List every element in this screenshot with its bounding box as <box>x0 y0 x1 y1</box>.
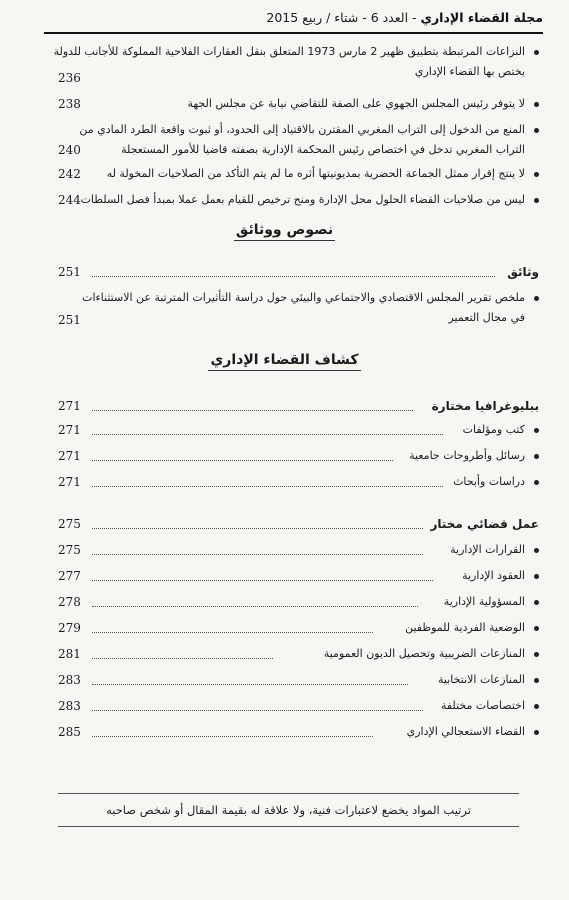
bullet-icon <box>534 102 539 107</box>
group-heading-bibliography: ببليوغرافيا مختارة <box>431 399 539 413</box>
toc-entry[interactable] <box>53 42 543 85</box>
entry-text: لا ينتج إقرار ممثل الجماعة الحضرية بمديونيتها أثره ما لم يتم التأكد من الصلاحيات المخولة له <box>106 167 525 180</box>
page-number: 242 <box>58 167 81 181</box>
bullet-icon <box>534 730 539 735</box>
bullet-icon <box>534 574 539 579</box>
toc-item[interactable] <box>58 592 543 612</box>
toc-entry[interactable] <box>58 164 543 184</box>
item-label: رسائل وأطروحات جامعية <box>409 449 525 462</box>
dot-leader <box>92 606 418 607</box>
bullet-icon <box>534 428 539 433</box>
dot-leader <box>92 486 443 487</box>
dot-leader <box>92 554 423 555</box>
page-number: 271 <box>58 423 81 437</box>
header-rule <box>44 32 543 34</box>
toc-group-heading[interactable] <box>58 396 543 416</box>
page-number: 271 <box>58 399 81 413</box>
entry-text-line2: يختص بها القضاء الإداري <box>414 65 525 78</box>
item-label: الوضعية الفردية للموظفين <box>405 621 525 634</box>
page-number: 285 <box>58 725 81 739</box>
dot-leader <box>92 658 273 659</box>
toc-entry[interactable] <box>58 120 543 160</box>
item-label: دراسات وأبحاث <box>453 475 525 488</box>
page-number: 275 <box>58 543 81 557</box>
dot-leader <box>92 632 373 633</box>
page-number: 238 <box>58 97 81 111</box>
item-label: المنازعات الانتخابية <box>438 673 525 686</box>
entry-text: لا يتوفر رئيس المجلس الجهوي على الصفة للتقاضي نيابة عن مجلس الجهة <box>187 97 525 110</box>
bullet-icon <box>534 626 539 631</box>
page-number: 281 <box>58 647 81 661</box>
item-label: القضاء الاستعجالي الإداري <box>406 725 525 738</box>
entry-text-line2: التراب المغربي تدخل في اختصاص رئيس المحكمة الإدارية بصفته قاضيا للأمور المستعجلة <box>121 143 525 156</box>
page-number: 271 <box>58 449 81 463</box>
bullet-icon <box>534 548 539 553</box>
bullet-icon <box>534 480 539 485</box>
section-title-index: كشاف القضاء الإداري <box>0 352 569 368</box>
item-label: كتب ومؤلفات <box>462 423 525 436</box>
toc-item[interactable] <box>58 566 543 586</box>
page-number: 283 <box>58 699 81 713</box>
page-number: 271 <box>58 475 81 489</box>
page-number: 244 <box>58 193 81 207</box>
footer-note: ترتيب المواد يخضع لاعتبارات فنية، ولا علاقة له بقيمة المقال أو شخص صاحبه <box>58 793 519 827</box>
dot-leader <box>92 580 433 581</box>
item-label: اختصاصات مختلفة <box>440 699 525 712</box>
dot-leader <box>92 460 393 461</box>
issue-info: - العدد 6 - شتاء / ربيع 2015 <box>266 10 417 25</box>
dot-leader <box>92 684 408 685</box>
bullet-icon <box>534 454 539 459</box>
bullet-icon <box>534 198 539 203</box>
entry-text-line1: ملخص تقرير المجلس الاقتصادي والاجتماعي والبيئي حول دراسة التأثيرات المترتبة عن الاستثناءات <box>82 291 525 304</box>
section-title-texts: نصوص ووثائق <box>0 222 569 238</box>
page-number: 240 <box>58 143 81 157</box>
page-number: 236 <box>58 71 81 85</box>
toc-item[interactable] <box>58 420 543 440</box>
dot-leader <box>92 276 495 277</box>
journal-title: مجلة القضاء الإداري <box>420 10 543 25</box>
item-label: القرارات الإدارية <box>450 543 525 556</box>
dot-leader <box>92 710 423 711</box>
page-number: 278 <box>58 595 81 609</box>
item-label: العقود الإدارية <box>462 569 525 582</box>
bullet-icon <box>534 600 539 605</box>
page-number: 279 <box>58 621 81 635</box>
toc-item[interactable] <box>58 472 543 492</box>
dot-leader <box>92 410 413 411</box>
entry-text-line1: النزاعات المرتبطة بتطبيق ظهير 2 مارس 1973 المتعلق بنقل العقارات الفلاحية المملوكة للأجانب للدولة <box>53 45 525 58</box>
page-number: 283 <box>58 673 81 687</box>
entry-text-line1: المنع من الدخول إلى التراب المغربي المقترن بالاقتياد إلى الحدود، أو ثبوت واقعة الطرد المادي من <box>79 123 525 136</box>
entry-text-line2: في مجال التعمير <box>448 311 525 324</box>
page-number: 251 <box>58 265 81 279</box>
dot-leader <box>92 736 373 737</box>
bullet-icon <box>534 128 539 133</box>
group-heading-judicial: عمل قضائي مختار <box>430 517 539 531</box>
toc-entry[interactable] <box>58 190 543 210</box>
toc-item[interactable] <box>58 670 543 690</box>
page-number: 275 <box>58 517 81 531</box>
toc-item[interactable] <box>58 696 543 716</box>
bullet-icon <box>534 678 539 683</box>
entry-text: ليس من صلاحيات القضاء الحلول محل الإدارة ومنح ترخيص للقيام بعمل عملا بمبدأ فصل السلطات <box>80 193 525 206</box>
toc-entry[interactable] <box>58 288 543 328</box>
page-number: 277 <box>58 569 81 583</box>
dot-leader <box>92 434 443 435</box>
toc-group-heading[interactable] <box>58 514 543 534</box>
toc-item[interactable] <box>58 644 543 664</box>
toc-item[interactable] <box>58 446 543 466</box>
toc-item[interactable] <box>58 540 543 560</box>
dot-leader <box>92 528 423 529</box>
running-header <box>44 6 543 30</box>
item-label: المسؤولية الإدارية <box>443 595 525 608</box>
toc-entry[interactable] <box>58 94 543 114</box>
page-number: 251 <box>58 313 81 327</box>
bullet-icon <box>534 296 539 301</box>
toc-item[interactable] <box>58 618 543 638</box>
toc-subheading[interactable] <box>58 262 543 282</box>
bullet-icon <box>534 652 539 657</box>
item-label: المنازعات الضريبية وتحصيل الديون العمومية <box>323 647 525 660</box>
bullet-icon <box>534 704 539 709</box>
bullet-icon <box>534 172 539 177</box>
subheading-text: وثائق <box>507 265 539 279</box>
bullet-icon <box>534 50 539 55</box>
toc-item[interactable] <box>58 722 543 742</box>
